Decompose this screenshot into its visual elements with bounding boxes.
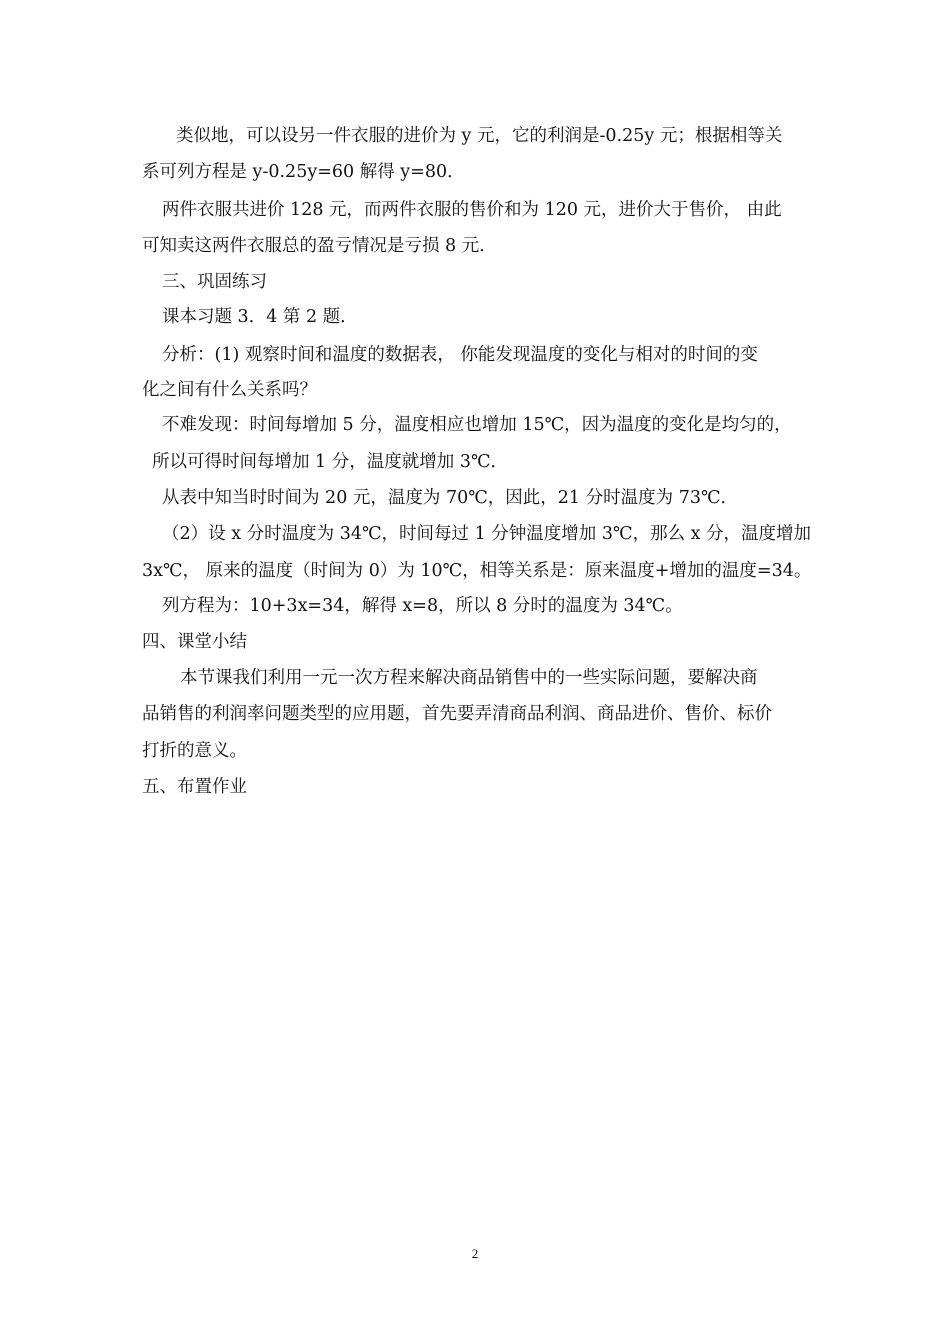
text-line-3: 两件衣服共进价 128 元，而两件衣服的售价和为 120 元，进价大于售价， 由此 (162, 200, 782, 220)
text-line-13: 3x℃， 原来的温度（时间为 0）为 10℃，相等关系是：原来温度+增加的温度=34。 (142, 561, 812, 581)
page-number: 2 (471, 1246, 479, 1261)
section-heading-summary: 四、课堂小结 (142, 632, 247, 652)
text-line-11: 从表中知当时时间为 20 元，温度为 70℃，因此，21 分时温度为 73℃． (162, 488, 739, 508)
text-line-1: 类似地，可以设另一件衣服的进价为 y 元，它的利润是-0.25y 元；根据相等关 (176, 126, 783, 146)
text-line-14: 列方程为：10+3x=34，解得 x=8，所以 8 分时的温度为 34℃。 (162, 596, 683, 616)
text-line-16: 本节课我们利用一元一次方程来解决商品销售中的一些实际问题，要解决商 (180, 668, 758, 688)
text-line-10: 所以可得时间每增加 1 分，温度就增加 3℃． (152, 452, 509, 472)
text-line-9: 不难发现：时间每增加 5 分，温度相应也增加 15℃，因为温度的变化是均匀的， (162, 415, 792, 435)
text-line-7: 分析：(1) 观察时间和温度的数据表， 你能发现温度的变化与相对的时间的变 (162, 345, 758, 365)
text-line-6: 课本习题 3．4 第 2 题． (162, 307, 358, 327)
section-heading-practice: 三、巩固练习 (162, 272, 267, 292)
text-line-4: 可知卖这两件衣服总的盈亏情况是亏损 8 元． (142, 236, 497, 256)
text-line-12: （2）设 x 分时温度为 34℃，时间每过 1 分钟温度增加 3℃，那么 x 分，温度增加 (162, 524, 812, 544)
text-line-18: 打折的意义。 (142, 741, 247, 761)
text-line-8: 化之间有什么关系吗？ (142, 380, 317, 400)
text-line-2: 系可列方程是 y-0.25y=60 解得 y=80． (142, 162, 465, 182)
text-line-17: 品销售的利润率问题类型的应用题，首先要弄清商品利润、商品进价、售价、标价 (142, 704, 772, 724)
section-heading-homework: 五、布置作业 (142, 777, 247, 797)
